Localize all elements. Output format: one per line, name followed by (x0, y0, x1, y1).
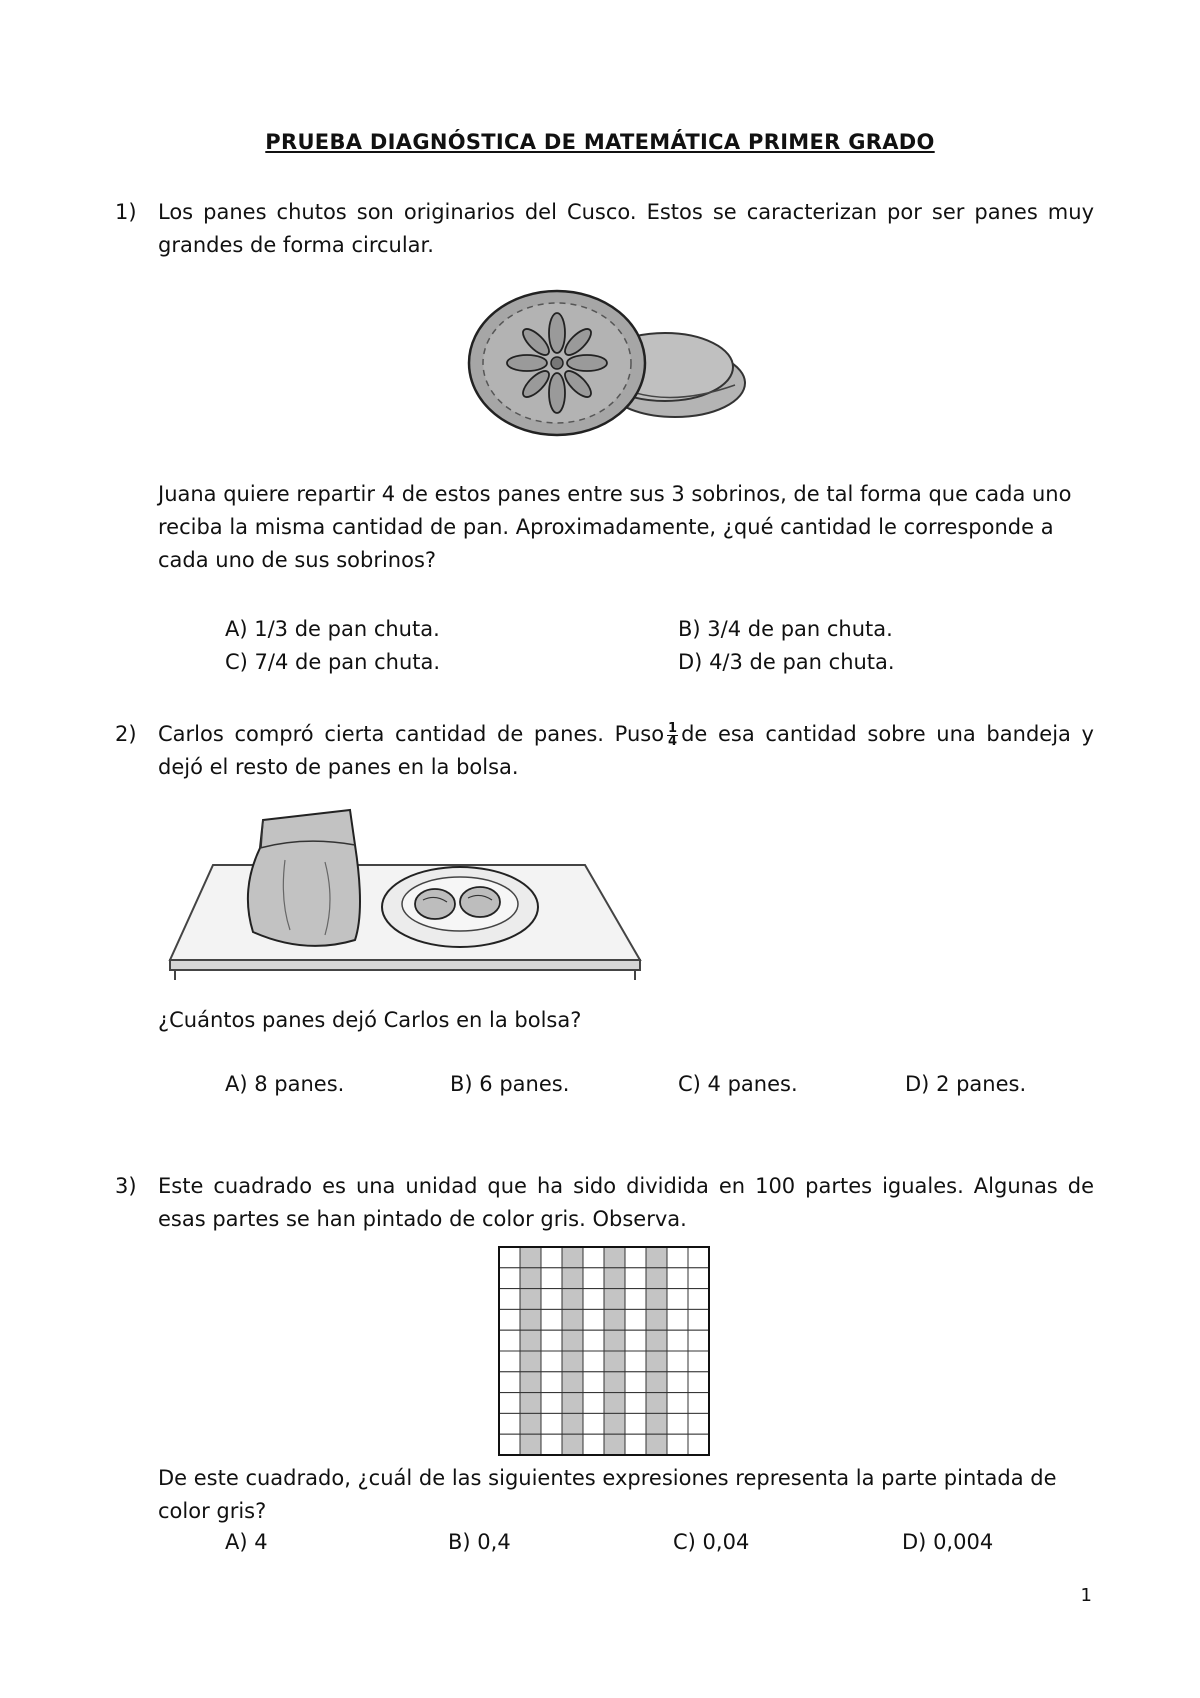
grid-cell (583, 1393, 604, 1414)
grid-cell (688, 1268, 709, 1289)
grid-cell-shaded (520, 1351, 541, 1372)
grid-cell (667, 1413, 688, 1434)
grid-cell-shaded (604, 1413, 625, 1434)
grid-cell (499, 1268, 520, 1289)
grid-cell-shaded (562, 1434, 583, 1455)
grid-cell-shaded (604, 1309, 625, 1330)
grid-cell (667, 1393, 688, 1414)
grid-cell (688, 1247, 709, 1268)
grid-cell (625, 1372, 646, 1393)
grid-cell (583, 1434, 604, 1455)
grid-cell-shaded (520, 1247, 541, 1268)
question-2-option-c[interactable]: C) 4 panes. (678, 1072, 798, 1096)
grid-cell (688, 1330, 709, 1351)
question-3-option-b[interactable]: B) 0,4 (448, 1530, 511, 1554)
grid-cell-shaded (562, 1247, 583, 1268)
question-1-option-c[interactable]: C) 7/4 de pan chuta. (225, 650, 441, 674)
grid-cell-shaded (562, 1309, 583, 1330)
grid-cell-shaded (562, 1372, 583, 1393)
question-3-number: 3) (115, 1174, 137, 1198)
grid-cell (583, 1289, 604, 1310)
question-2-option-a[interactable]: A) 8 panes. (225, 1072, 345, 1096)
question-3-option-d[interactable]: D) 0,004 (902, 1530, 994, 1554)
grid-cell (625, 1268, 646, 1289)
grid-cell-shaded (604, 1372, 625, 1393)
grid-cell (499, 1330, 520, 1351)
question-3-prompt: De este cuadrado, ¿cuál de las siguientes expresiones representa la parte pintada de color gris? (158, 1466, 1057, 1523)
page-number: 1 (1080, 1585, 1092, 1606)
grid-cell (688, 1372, 709, 1393)
grid-cell-shaded (646, 1351, 667, 1372)
grid-cell-shaded (562, 1330, 583, 1351)
hundred-square-grid (497, 1245, 711, 1457)
page-title: PRUEBA DIAGNÓSTICA DE MATEMÁTICA PRIMER GRADO (265, 130, 935, 154)
grid-cell-shaded (646, 1372, 667, 1393)
grid-cell (625, 1413, 646, 1434)
grid-cell-shaded (604, 1434, 625, 1455)
grid-cell (667, 1434, 688, 1455)
grid-cell (583, 1309, 604, 1330)
question-2-prompt: ¿Cuántos panes dejó Carlos en la bolsa? (158, 1008, 582, 1032)
grid-cell-shaded (646, 1393, 667, 1414)
grid-cell (499, 1434, 520, 1455)
bread-bag-tray-illustration (165, 790, 655, 985)
grid-cell (541, 1413, 562, 1434)
question-3-intro: Este cuadrado es una unidad que ha sido dividida en 100 partes iguales. Algunas de esas partes se han pintado de color gris. Observa. (158, 1174, 1094, 1231)
question-3-option-a[interactable]: A) 4 (225, 1530, 268, 1554)
grid-cell-shaded (520, 1393, 541, 1414)
question-1-intro: Los panes chutos son originarios del Cusco. Estos se caracterizan por ser panes muy grandes de forma circular. (158, 200, 1094, 257)
grid-cell (541, 1434, 562, 1455)
grid-cell (667, 1268, 688, 1289)
grid-cell (541, 1289, 562, 1310)
grid-cell-shaded (520, 1413, 541, 1434)
grid-cell (667, 1351, 688, 1372)
grid-cell (541, 1330, 562, 1351)
grid-cell-shaded (604, 1393, 625, 1414)
grid-cell-shaded (562, 1393, 583, 1414)
grid-cell-shaded (520, 1330, 541, 1351)
grid-cell-shaded (646, 1413, 667, 1434)
grid-cell (499, 1309, 520, 1330)
grid-cell (541, 1309, 562, 1330)
grid-cell-shaded (520, 1289, 541, 1310)
grid-cell (541, 1268, 562, 1289)
grid-cell (541, 1393, 562, 1414)
grid-cell-shaded (604, 1330, 625, 1351)
grid-cell (583, 1268, 604, 1289)
grid-cell (625, 1393, 646, 1414)
grid-cell-shaded (604, 1351, 625, 1372)
grid-cell (541, 1351, 562, 1372)
grid-cell (688, 1289, 709, 1310)
grid-cell (667, 1309, 688, 1330)
grid-cell (583, 1247, 604, 1268)
grid-cell (625, 1351, 646, 1372)
grid-cell-shaded (520, 1268, 541, 1289)
grid-cell-shaded (562, 1351, 583, 1372)
question-1-option-a[interactable]: A) 1/3 de pan chuta. (225, 617, 440, 641)
grid-cell-shaded (562, 1413, 583, 1434)
grid-cell (499, 1393, 520, 1414)
question-3-option-c[interactable]: C) 0,04 (673, 1530, 750, 1554)
grid-cell (667, 1247, 688, 1268)
question-1-option-b[interactable]: B) 3/4 de pan chuta. (678, 617, 893, 641)
grid-cell (499, 1247, 520, 1268)
grid-cell (688, 1413, 709, 1434)
question-2-option-d[interactable]: D) 2 panes. (905, 1072, 1027, 1096)
grid-cell-shaded (520, 1434, 541, 1455)
grid-cell (688, 1393, 709, 1414)
grid-cell (499, 1289, 520, 1310)
grid-cell-shaded (520, 1372, 541, 1393)
grid-cell-shaded (562, 1268, 583, 1289)
grid-cell (541, 1372, 562, 1393)
grid-cell (688, 1351, 709, 1372)
grid-cell (688, 1309, 709, 1330)
grid-cell (499, 1351, 520, 1372)
grid-cell (625, 1330, 646, 1351)
grid-cell-shaded (646, 1434, 667, 1455)
question-2-intro: Carlos compró cierta cantidad de panes. Puso $\frac{1}{4}$ de esa cantidad sobre una bandeja y dejó el resto de panes en la bolsa. (158, 720, 1094, 779)
grid-cell-shaded (520, 1309, 541, 1330)
grid-cell-shaded (604, 1247, 625, 1268)
grid-cell (583, 1413, 604, 1434)
grid-cell (667, 1372, 688, 1393)
grid-cell-shaded (562, 1289, 583, 1310)
grid-cell-shaded (604, 1268, 625, 1289)
question-1-prompt: Juana quiere repartir 4 de estos panes entre sus 3 sobrinos, de tal forma que cada uno reciba la misma cantidad de pan. Aproximadamente, ¿qué cantidad le corresponde a cada uno de sus sobrinos? (158, 482, 1072, 572)
question-2-number: 2) (115, 722, 137, 746)
grid-cell (625, 1289, 646, 1310)
grid-cell (625, 1247, 646, 1268)
grid-cell (688, 1434, 709, 1455)
grid-cell-shaded (646, 1247, 667, 1268)
grid-cell (667, 1330, 688, 1351)
question-1-option-d[interactable]: D) 4/3 de pan chuta. (678, 650, 895, 674)
grid-cell (499, 1372, 520, 1393)
grid-cell (667, 1289, 688, 1310)
grid-cell-shaded (646, 1289, 667, 1310)
grid-cell (583, 1372, 604, 1393)
grid-cell-shaded (646, 1330, 667, 1351)
fraction-one-quarter: $\frac{1}{4}$ (668, 720, 678, 749)
grid-cell-shaded (646, 1268, 667, 1289)
grid-cell (583, 1330, 604, 1351)
grid-cell (625, 1309, 646, 1330)
pan-chuta-illustration (465, 285, 755, 445)
grid-cell-shaded (646, 1309, 667, 1330)
grid-cell (583, 1351, 604, 1372)
grid-cell (541, 1247, 562, 1268)
question-2-option-b[interactable]: B) 6 panes. (450, 1072, 570, 1096)
question-1-number: 1) (115, 200, 137, 224)
grid-cell-shaded (604, 1289, 625, 1310)
grid-cell (499, 1413, 520, 1434)
grid-cell (625, 1434, 646, 1455)
